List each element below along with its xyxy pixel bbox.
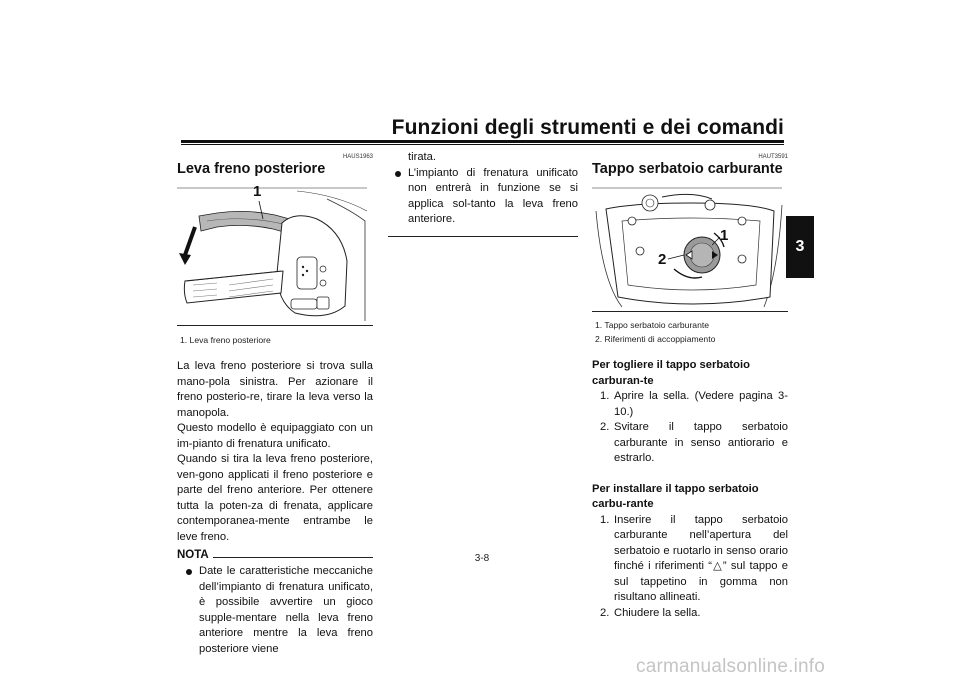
step-text: Inserire il tappo serbatoio carburante nell’apertura del serbatoio e ruotarlo in senso orario finché i riferimenti “△” sul tappo e sul tappetino in gomma non risultano allineati.: [614, 513, 788, 603]
paragraph: La leva freno posteriore si trova sulla mano-pola sinistra. Per azionare il freno posterio-re, tirare la leva verso la manopola.: [177, 360, 373, 419]
step-number: 2.: [600, 421, 610, 433]
handlebar-drawing: [177, 181, 373, 323]
step-number: 2.: [600, 606, 610, 619]
bullet-icon: [395, 171, 401, 177]
numbered-step: [592, 606, 788, 622]
note-bullet: [179, 564, 373, 657]
subsection-title-install: Per installare il tappo serbatoio carbu-rante: [592, 482, 759, 510]
chapter-tab: 3: [786, 216, 814, 278]
header-rule-thin: [181, 144, 784, 145]
note-heading: [177, 549, 373, 561]
figure-caption: 1. Leva freno posteriore: [180, 335, 271, 345]
callout-number: 1: [253, 183, 262, 200]
bullet-icon: [186, 569, 192, 575]
step-text: Svitare il tappo serbatoio carburante in senso antiorario e estrarlo.: [614, 421, 788, 464]
middle-column: [388, 150, 578, 237]
continued-text: tirata.: [408, 151, 436, 163]
section-title-rear-brake: Leva freno posteriore: [177, 161, 326, 177]
step-number: 1.: [600, 513, 610, 526]
numbered-step: [592, 389, 788, 420]
note-bullet-text: Date le caratteristiche meccaniche dell’impianto di frenatura unificato, è possibile avvertire un gioco supple-mentare nella leva freno anteriore mentre la leva freno posteriore viene: [199, 565, 373, 655]
figure-divider: [177, 325, 373, 326]
fuel-cap-drawing: [592, 181, 788, 309]
numbered-step: [592, 513, 788, 606]
note-bullet-text: L’impianto di frenatura unificato non entrerà in funzione se si applica sol-tanto la leva freno anteriore.: [408, 166, 578, 225]
section-title-fuel-cap: Tappo serbatoio carburante: [592, 161, 783, 177]
figure-divider: [592, 311, 788, 312]
numbered-step: [592, 420, 788, 467]
step-number: 1.: [600, 390, 610, 402]
rear-brake-lever-illustration: [177, 181, 373, 323]
subsection-title-remove: Per togliere il tappo serbatoio carburan-te: [592, 359, 750, 387]
step-text: Chiudere la sella.: [614, 606, 701, 619]
watermark: carmanualsonline.info: [636, 656, 826, 677]
section-code: HAUT3591: [758, 154, 788, 160]
left-column: [177, 150, 373, 657]
note-end-rule: [388, 236, 578, 237]
note-label: NOTA: [177, 549, 209, 561]
right-column: [592, 150, 788, 621]
note-bullet: [388, 166, 578, 228]
callout-number: 1: [720, 227, 729, 244]
figure-caption: 1. Tappo serbatoio carburante: [595, 320, 710, 330]
note-rule: [213, 557, 373, 558]
paragraph: Questo modello è equipaggiato con un im-pianto di frenatura unificato.: [177, 422, 373, 450]
paragraph: Quando si tira la leva freno posteriore, ven-gono applicati il freno posteriore e parte del freno anteriore. Per ottenere tutta la poten-za di frenata, applicare contemporanea-mente entrambe le leve freno.: [177, 453, 373, 543]
callout-number: 2: [658, 251, 667, 268]
fuel-cap-illustration: [592, 181, 788, 309]
section-code: HAUS1963: [342, 154, 373, 160]
page-header-title: Funzioni degli strumenti e dei comandi: [391, 116, 784, 139]
figure-caption: 2. Riferimenti di accoppiamento: [595, 334, 716, 344]
page-number: 3-8: [474, 553, 490, 564]
header-rule: [181, 140, 784, 143]
step-text: Aprire la sella. (Vedere pagina 3-10.): [614, 390, 788, 418]
